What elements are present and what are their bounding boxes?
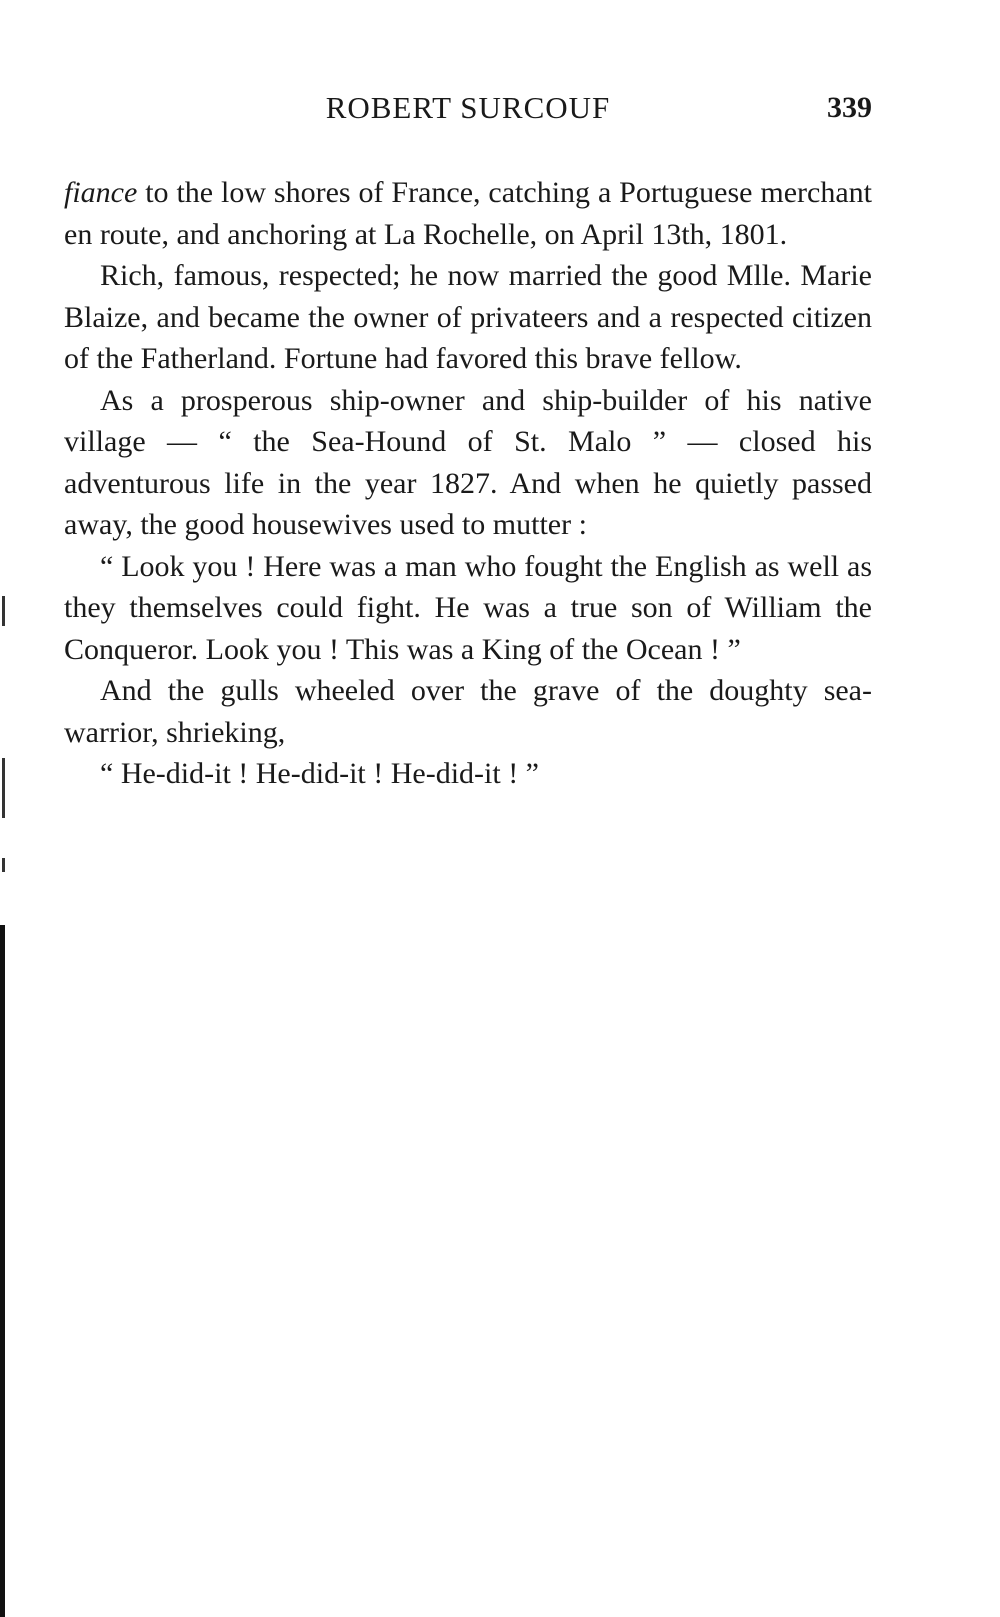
paragraph-quote <box>64 546 872 671</box>
margin-mark <box>2 758 5 818</box>
paragraph-text: Rich, famous, respected; he now married the good Mlle. Marie Blaize, and became the owner of privateers and a respected citizen of the Fatherland. Fortune had favored this brave fellow. <box>64 259 872 375</box>
paragraph-quote <box>64 753 872 795</box>
paragraph-text: “ He-did-it ! He-did-it ! He-did-it ! ” <box>100 757 539 790</box>
paragraph <box>64 380 872 546</box>
paragraph <box>64 255 872 380</box>
italic-word: fiance <box>64 176 138 209</box>
paragraph-text: “ Look you ! Here was a man who fought the English as well as they themselves could fight. He was a true son of William the Conqueror. Look you ! This was a King of the Ocean ! ” <box>64 549 872 666</box>
running-title: ROBERT SURCOUF <box>325 90 611 125</box>
paragraph-continued <box>64 172 872 255</box>
margin-mark <box>2 596 5 626</box>
page-number: 339 <box>827 91 872 124</box>
page-edge-rule <box>0 925 5 1617</box>
margin-mark <box>2 858 5 872</box>
paragraph <box>64 670 872 753</box>
body-text <box>64 172 872 795</box>
paragraph-text: As a prosperous ship-owner and ship-builder of his native village — “ the Sea-Hound of St. Malo ” — closed his adventurous life in the year 1827. And when he quietly passed away, the good housewives used to mutter : <box>64 383 872 541</box>
running-head <box>64 88 872 128</box>
paragraph-text: And the gulls wheeled over the grave of the doughty sea-warrior, shrieking, <box>64 674 872 749</box>
paragraph-text: to the low shores of France, catching a Portuguese merchant en route, and anchoring at La Rochelle, on April 13th, 1801. <box>64 176 872 251</box>
